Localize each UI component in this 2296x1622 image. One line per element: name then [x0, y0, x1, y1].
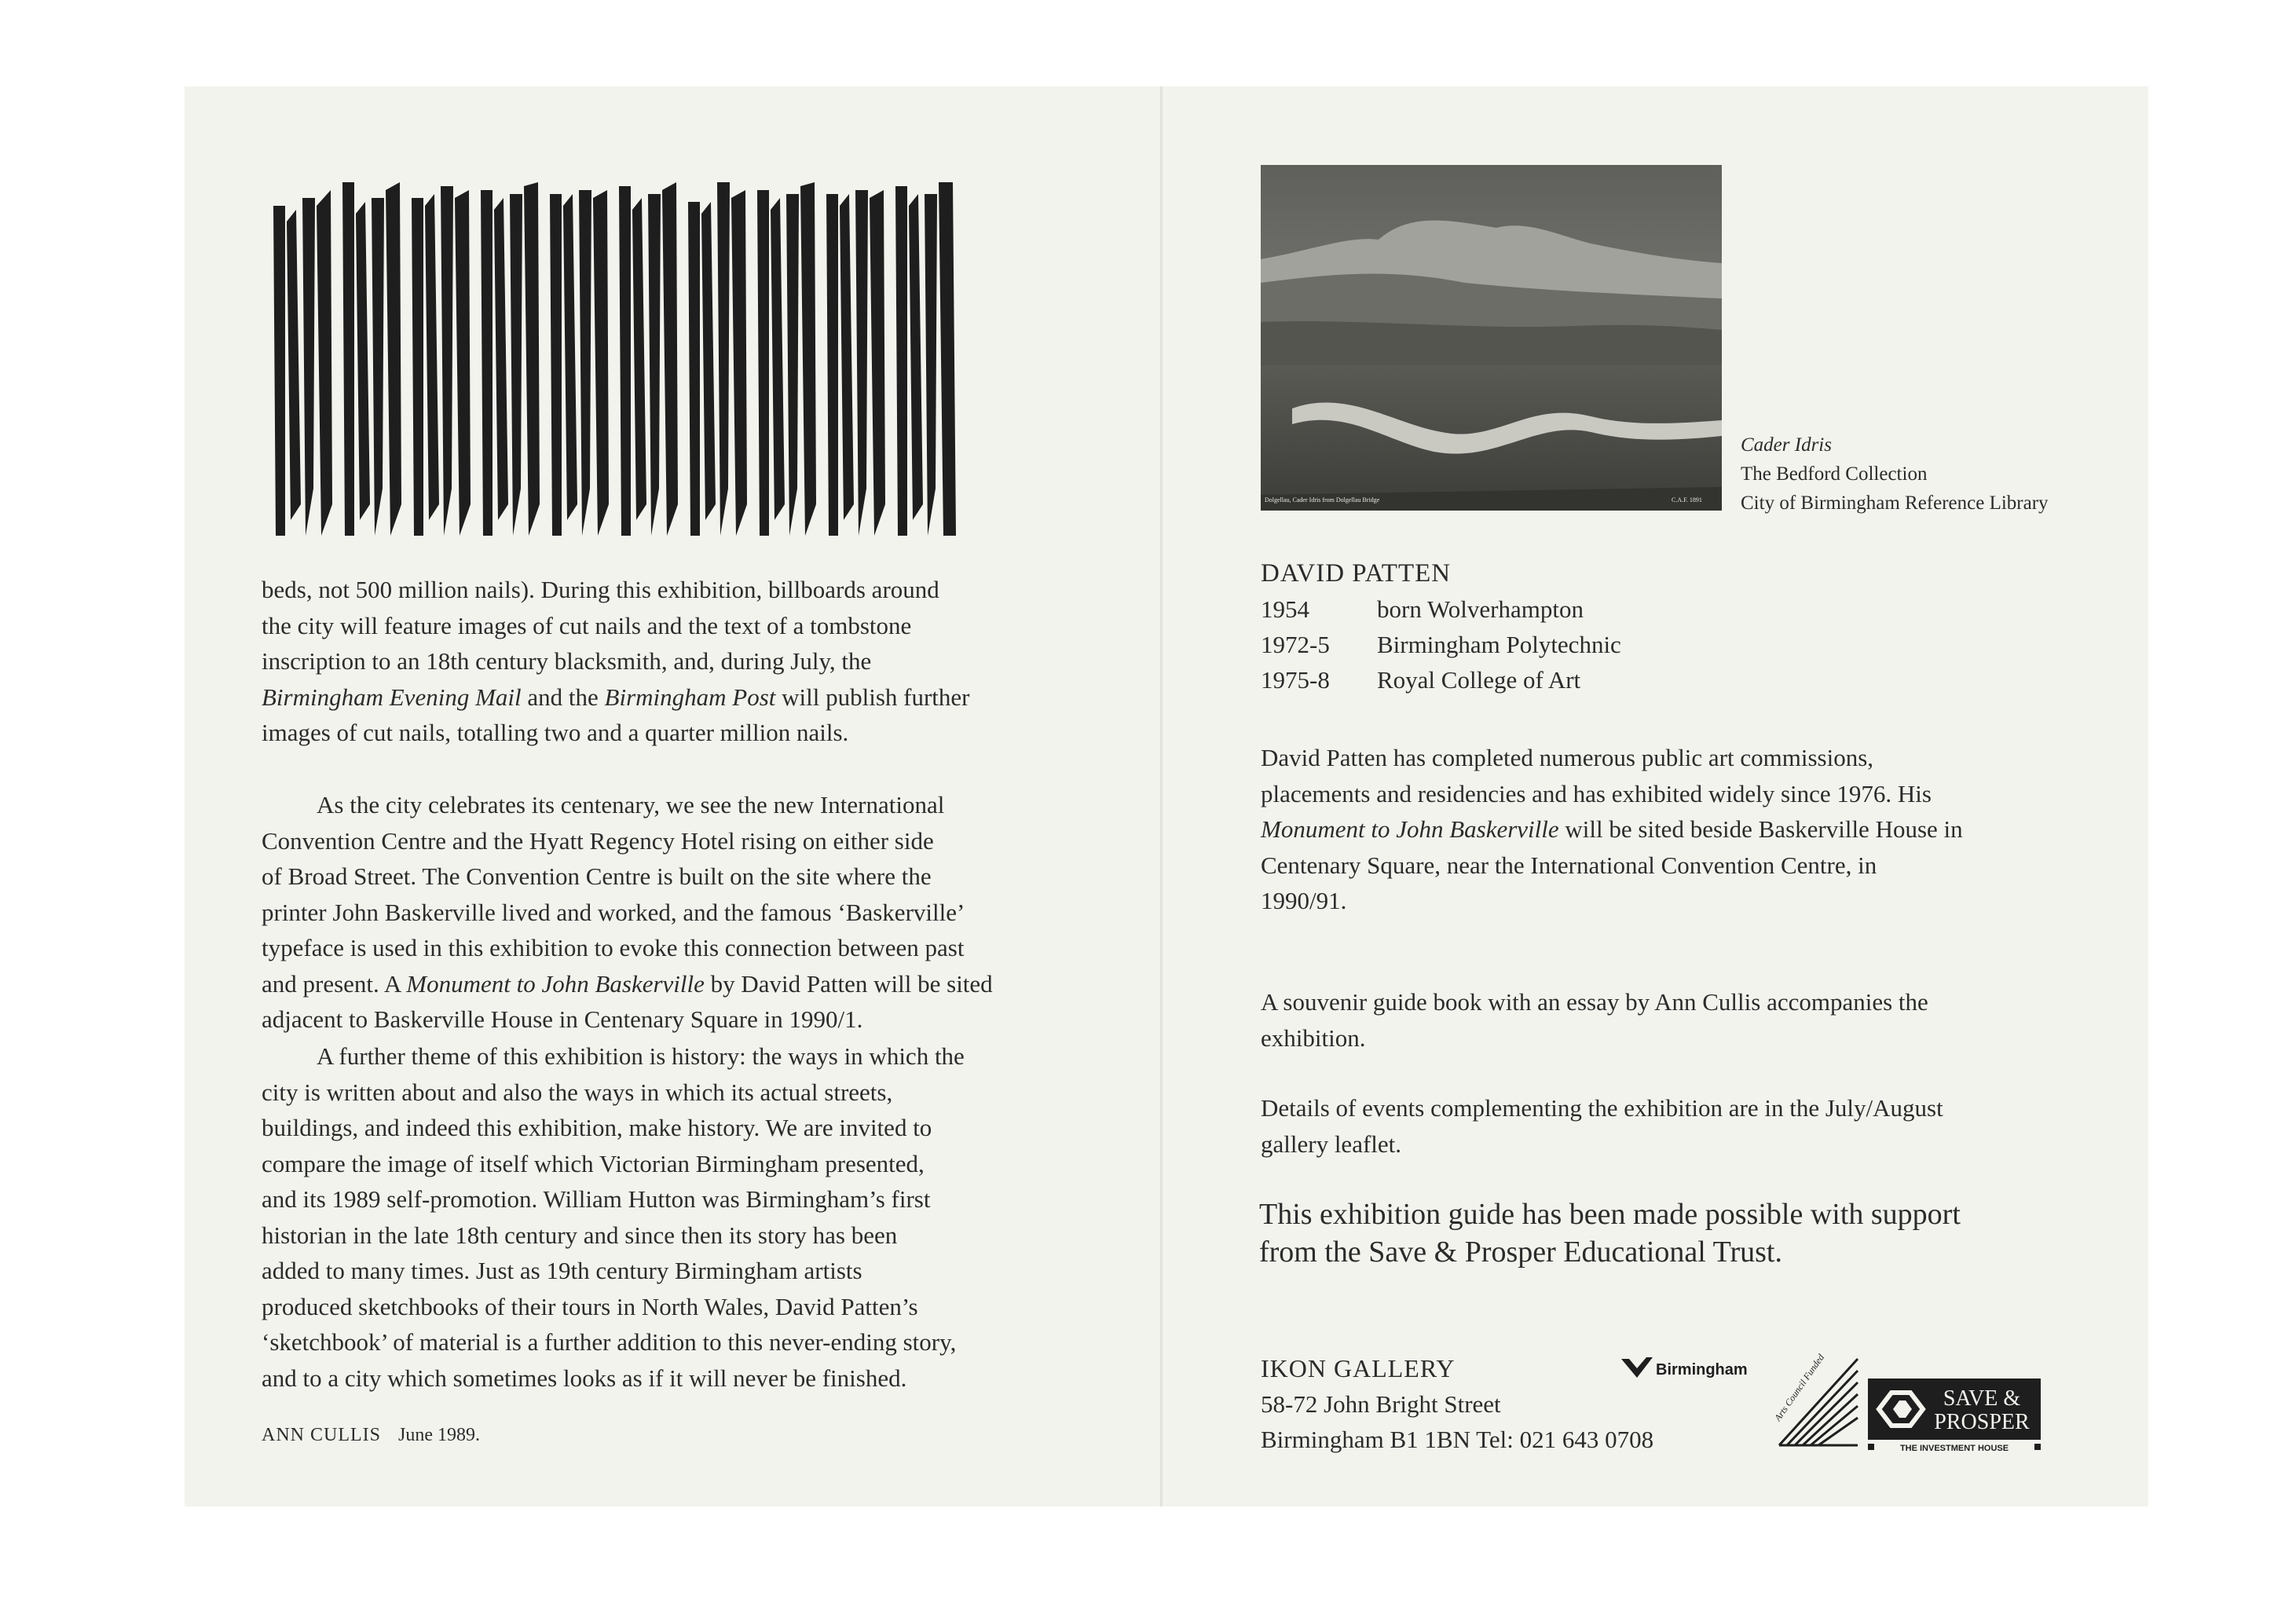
- bio-text: born Wolverhampton: [1377, 595, 1584, 623]
- gallery-city-phone: Birmingham B1 1BN Tel: 021 643 0708: [1261, 1426, 1654, 1453]
- save-prosper-line2: PROSPER: [1934, 1410, 2030, 1434]
- artwork-title: Monument to John Baskerville: [1261, 815, 1559, 843]
- cader-idris-photo: [1261, 165, 1722, 511]
- bio-text: Royal College of Art: [1377, 666, 1581, 694]
- text-line: inscription to an 18th century blacksmith, and, during July, the: [262, 647, 872, 675]
- publication-title: Birmingham Evening Mail: [262, 683, 522, 711]
- gallery-address: [1261, 1351, 1653, 1457]
- bio-year: 1972-5: [1261, 631, 1330, 658]
- text-fragment: will publish further: [775, 683, 970, 711]
- nail-group: [619, 182, 678, 536]
- text-fragment: and present. A: [262, 969, 407, 998]
- bio-year: 1954: [1261, 595, 1309, 623]
- bio-row: [1261, 595, 1584, 624]
- artwork-title: Monument to John Baskerville: [406, 969, 705, 998]
- birmingham-logo-text: Birmingham: [1656, 1361, 1748, 1379]
- save-prosper-logo: [1868, 1379, 2041, 1453]
- save-prosper-tagline: THE INVESTMENT HOUSE: [1899, 1444, 2009, 1453]
- intro-paragraph: [262, 572, 1078, 751]
- publication-title: Birmingham Post: [604, 683, 776, 711]
- text-line: printer John Baskerville lived and worked, and the famous ‘Baskerville’: [262, 898, 965, 926]
- text-line: beds, not 500 million nails). During this exhibition, billboards around: [262, 576, 939, 603]
- text-line: ‘sketchbook’ of material is a further addition to this never-ending story,: [262, 1328, 957, 1356]
- nail-group: [757, 182, 816, 536]
- nail-group: [481, 182, 540, 536]
- text-line: and its 1989 self-promotion. William Hutton was Birmingham’s first: [262, 1185, 931, 1213]
- text-line: of Broad Street. The Convention Centre is built on the site where the: [262, 862, 932, 890]
- text-line: Centenary Square, near the International Convention Centre, in: [1261, 851, 1877, 879]
- landscape-image: [1261, 165, 1722, 511]
- bio-row: [1261, 666, 1580, 694]
- centenary-paragraph: [262, 787, 1094, 1038]
- arts-council-text: Arts Council Funded: [1771, 1352, 1827, 1423]
- text-line: city is written about and also the ways in which its actual streets,: [262, 1078, 893, 1106]
- bio-text: Birmingham Polytechnic: [1377, 631, 1621, 658]
- text-line: added to many times. Just as 19th century Birmingham artists: [262, 1257, 862, 1284]
- birmingham-heart-icon: [1621, 1357, 1653, 1378]
- arts-council-logo: [1763, 1327, 1866, 1453]
- caption-title: Cader Idris: [1741, 434, 1832, 456]
- save-prosper-line1: SAVE &: [1943, 1386, 2021, 1411]
- text-line: and to a city which sometimes looks as if it will never be finished.: [262, 1364, 907, 1392]
- photo-caption: [1741, 430, 2049, 518]
- bio-row: [1261, 631, 1621, 659]
- caption-library: City of Birmingham Reference Library: [1741, 492, 2049, 514]
- text-line: the city will feature images of cut nails and the text of a tombstone: [262, 611, 912, 639]
- photo-credit-left: Dolgellau, Cader Idris from Dolgellau Bridge: [1265, 496, 1380, 503]
- history-paragraph: [262, 1038, 1094, 1396]
- artist-name: DAVID PATTEN: [1261, 559, 1452, 588]
- page-fold: [1160, 86, 1163, 1507]
- text-line: from the Save & Prosper Educational Trust.: [1259, 1236, 1782, 1269]
- nail-group: [412, 186, 471, 536]
- text-fragment: will be sited beside Baskerville House in: [1558, 815, 1963, 843]
- text-line: This exhibition guide has been made possible with support: [1259, 1198, 1961, 1231]
- text-line: 1990/91.: [1261, 887, 1347, 914]
- text-line: adjacent to Baskerville House in Centenary Square in 1990/1.: [262, 1005, 863, 1033]
- nail-group: [273, 190, 332, 536]
- author-name: ANN CULLIS: [262, 1425, 381, 1445]
- sponsor-statement: [1259, 1195, 1961, 1271]
- guide-book-note: [1261, 984, 2046, 1056]
- bio-year: 1975-8: [1261, 666, 1330, 694]
- text-line: exhibition.: [1261, 1023, 1366, 1052]
- text-line: Convention Centre and the Hyatt Regency Hotel rising on either side: [262, 826, 934, 855]
- text-line: David Patten has completed numerous public art commissions,: [1261, 744, 1874, 771]
- text-line: A souvenir guide book with an essay by Ann Cullis accompanies the: [1261, 988, 1928, 1016]
- text-line: buildings, and indeed this exhibition, make history. We are invited to: [262, 1114, 932, 1141]
- text-line: historian in the late 18th century and since then its story has been: [262, 1221, 898, 1249]
- photo-credit-right: C.A.F. 1891: [1672, 496, 1702, 503]
- cut-nails-artwork: [269, 174, 965, 536]
- nail-group: [342, 182, 401, 536]
- text-line: As the city celebrates its centenary, we see the new International: [317, 791, 945, 818]
- text-line: typeface is used in this exhibition to evoke this connection between past: [262, 934, 965, 961]
- text-line: produced sketchbooks of their tours in North Wales, David Patten’s: [262, 1292, 918, 1320]
- gallery-street: 58-72 John Bright Street: [1261, 1390, 1501, 1418]
- events-note: [1261, 1090, 2046, 1162]
- text-line: gallery leaflet.: [1261, 1130, 1402, 1158]
- text-line: A further theme of this exhibition is history: the ways in which the: [317, 1042, 965, 1070]
- gallery-name: IKON GALLERY: [1261, 1354, 1456, 1382]
- nail-group: [550, 190, 609, 536]
- text-fragment: and the: [521, 683, 605, 711]
- author-signature: [262, 1425, 480, 1446]
- text-fragment: by David Patten will be sited: [704, 969, 993, 998]
- birmingham-logo: [1618, 1351, 1760, 1398]
- nail-group: [895, 182, 956, 536]
- nail-group: [826, 190, 885, 536]
- text-line: compare the image of itself which Victorian Birmingham presented,: [262, 1149, 925, 1177]
- text-line: images of cut nails, totalling two and a quarter million nails.: [262, 719, 849, 746]
- text-line: Details of events complementing the exhibition are in the July/August: [1261, 1094, 1943, 1122]
- author-date: June 1989.: [398, 1425, 480, 1445]
- caption-collection: The Bedford Collection: [1741, 463, 1928, 485]
- nail-group: [688, 182, 747, 536]
- artist-about: [1261, 740, 2046, 919]
- text-line: placements and residencies and has exhibited widely since 1976. His: [1261, 779, 1932, 807]
